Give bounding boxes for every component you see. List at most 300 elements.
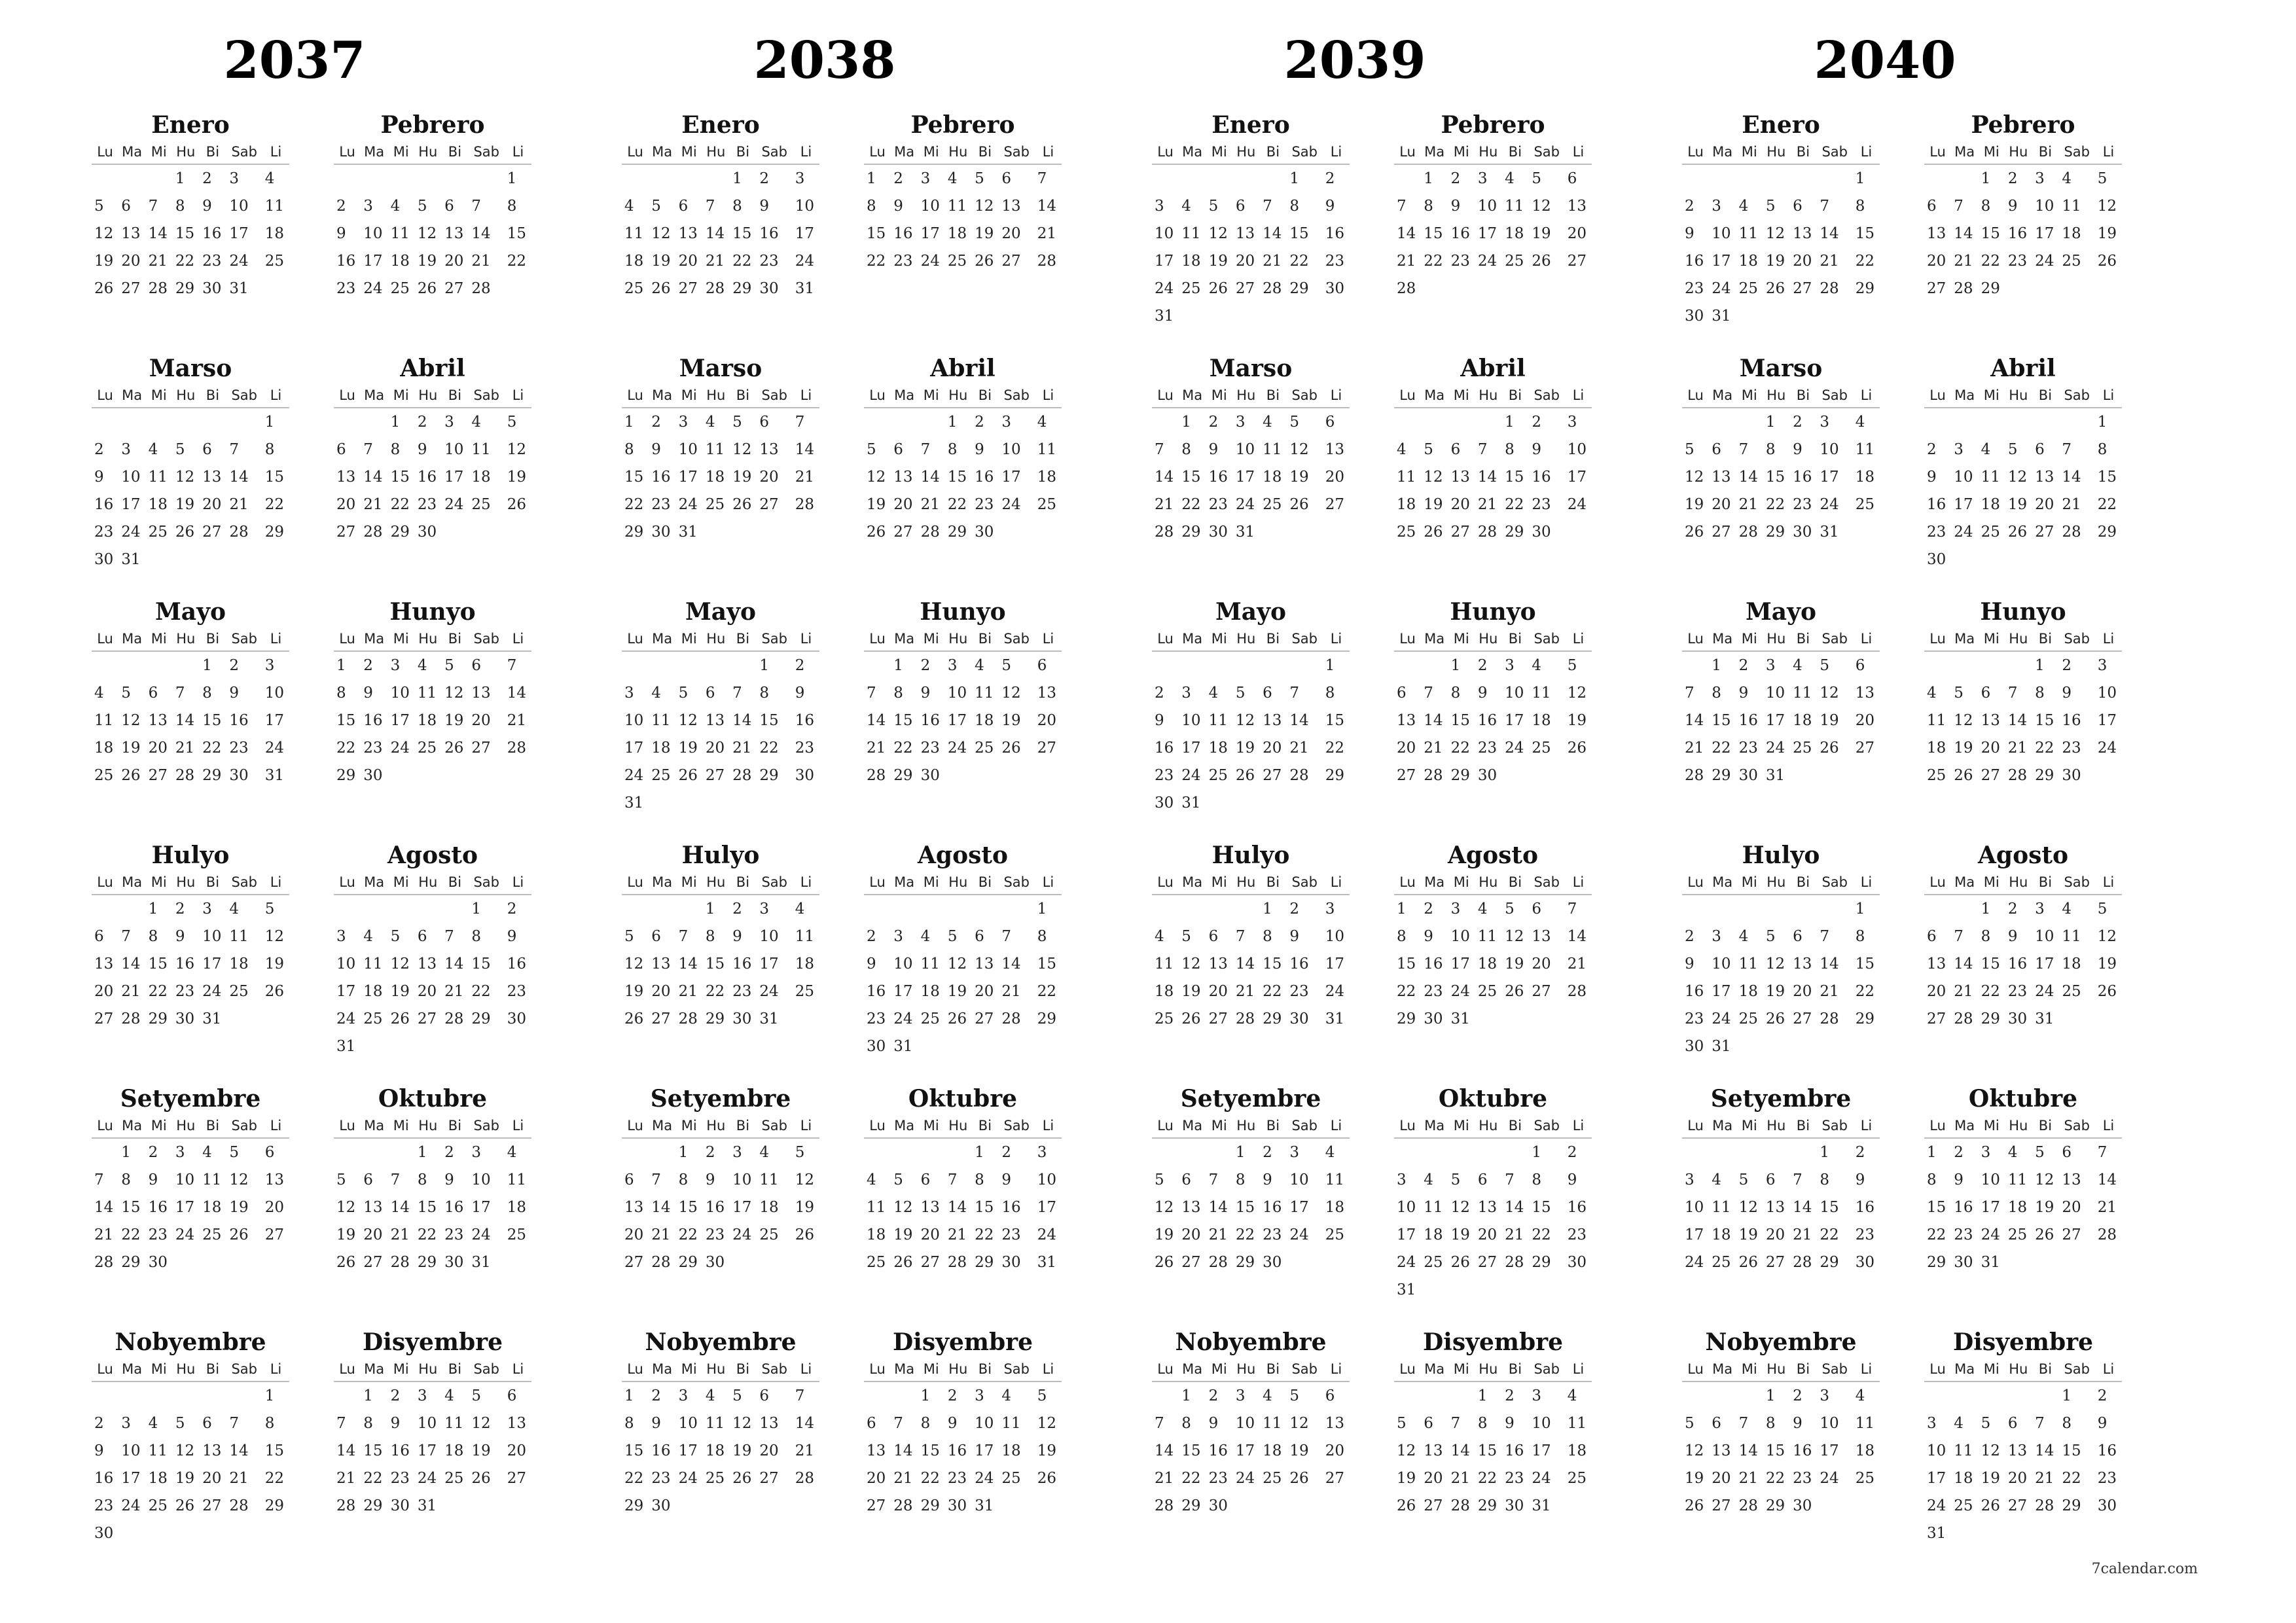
day-cell: 4 bbox=[417, 657, 427, 674]
day-cell: 15 bbox=[1855, 955, 1875, 972]
day-cell: 9 bbox=[732, 928, 742, 945]
weekday-label: Mi bbox=[1983, 144, 2000, 160]
day-cell: 9 bbox=[705, 1171, 715, 1188]
day-cell bbox=[864, 895, 891, 923]
day-cell bbox=[1736, 302, 1763, 330]
day-cell: 5 bbox=[94, 198, 104, 215]
week-row bbox=[1152, 491, 1350, 518]
week-row bbox=[1682, 165, 1880, 192]
day-cell: 26 bbox=[732, 496, 752, 513]
week-row bbox=[1152, 1166, 1350, 1194]
day-cell bbox=[999, 1033, 1034, 1060]
day-cell: 21 bbox=[732, 740, 752, 757]
day-cell: 21 bbox=[1289, 740, 1309, 757]
day-cell: 9 bbox=[229, 685, 240, 702]
day-cell: 5 bbox=[1289, 1387, 1300, 1404]
day-cell: 8 bbox=[678, 1171, 689, 1188]
day-cell bbox=[1924, 408, 1951, 436]
week-row bbox=[92, 408, 289, 436]
day-cell: 8 bbox=[624, 441, 634, 458]
day-cell: 1 bbox=[390, 414, 401, 431]
week-row bbox=[1394, 762, 1592, 789]
day-cell: 15 bbox=[1981, 955, 2000, 972]
day-cell: 28 bbox=[1954, 280, 1973, 297]
day-cell: 27 bbox=[1712, 524, 1731, 541]
day-cell: 5 bbox=[121, 685, 131, 702]
day-cell: 22 bbox=[1927, 1226, 1946, 1243]
day-cell: 14 bbox=[229, 1442, 249, 1459]
day-cell: 2 bbox=[759, 170, 770, 187]
weekday-label: Mi bbox=[681, 387, 697, 403]
week-row bbox=[92, 1410, 289, 1437]
day-cell: 10 bbox=[1567, 441, 1587, 458]
weekday-label: Ma bbox=[1182, 631, 1203, 647]
week-row bbox=[1682, 679, 1880, 707]
day-cell bbox=[1421, 1276, 1448, 1304]
day-cell: 30 bbox=[1325, 280, 1345, 297]
day-cell: 24 bbox=[444, 496, 464, 513]
day-cell: 3 bbox=[920, 170, 931, 187]
weekday-label: Ma bbox=[1182, 1361, 1203, 1377]
day-cell: 26 bbox=[947, 1010, 967, 1027]
week-row bbox=[1394, 165, 1592, 192]
weekday-label: Hu bbox=[706, 387, 726, 403]
day-cell: 12 bbox=[390, 955, 410, 972]
day-cell: 27 bbox=[363, 1254, 383, 1271]
week-row bbox=[1152, 1249, 1350, 1276]
day-cell: 31 bbox=[121, 551, 141, 568]
day-cell: 2 bbox=[1954, 1144, 1964, 1161]
day-cell: 17 bbox=[1235, 469, 1255, 486]
day-cell: 30 bbox=[2007, 1010, 2028, 1027]
day-cell: 8 bbox=[1765, 1415, 1776, 1432]
month-nobyembre bbox=[1152, 1327, 1350, 1569]
week-row bbox=[1682, 275, 1880, 302]
day-cell: 25 bbox=[1477, 983, 1498, 1000]
weekday-label: Mi bbox=[681, 144, 697, 160]
week-row bbox=[92, 518, 289, 546]
weekday-header bbox=[1394, 1114, 1592, 1139]
day-cell: 23 bbox=[390, 1470, 410, 1487]
day-cell: 14 bbox=[1567, 928, 1587, 945]
day-cell bbox=[1817, 1492, 1852, 1520]
day-cell: 10 bbox=[121, 1442, 141, 1459]
day-cell: 10 bbox=[121, 469, 141, 486]
day-cell: 7 bbox=[1289, 685, 1300, 702]
week-row bbox=[864, 408, 1062, 436]
weekday-label: Lu bbox=[1687, 631, 1704, 647]
day-cell: 17 bbox=[893, 983, 913, 1000]
day-cell: 12 bbox=[732, 441, 752, 458]
day-cell: 15 bbox=[920, 1442, 940, 1459]
day-cell bbox=[505, 1249, 531, 1276]
weekday-label: Li bbox=[800, 631, 812, 647]
month-name: Pebrero bbox=[1971, 111, 2075, 139]
week-row bbox=[1152, 1221, 1350, 1249]
day-cell: 3 bbox=[471, 1144, 482, 1161]
day-cell: 30 bbox=[1424, 1010, 1443, 1027]
month-name: Setyembre bbox=[1710, 1085, 1852, 1113]
day-cell: 23 bbox=[651, 496, 671, 513]
day-cell bbox=[918, 895, 945, 923]
month-name: Setyembre bbox=[120, 1085, 261, 1113]
month-agosto bbox=[864, 840, 1062, 1082]
day-cell: 5 bbox=[507, 414, 517, 431]
day-cell: 1 bbox=[1289, 170, 1300, 187]
day-cell: 1 bbox=[1765, 414, 1776, 431]
day-cell bbox=[1763, 165, 1790, 192]
day-cell: 15 bbox=[2097, 469, 2117, 486]
day-cell: 14 bbox=[444, 955, 464, 972]
week-row bbox=[864, 1249, 1062, 1276]
weekday-header bbox=[1394, 627, 1592, 652]
day-cell: 29 bbox=[1981, 1010, 2000, 1027]
day-cell: 25 bbox=[1001, 1470, 1021, 1487]
weekday-label: Sab bbox=[1534, 631, 1560, 647]
day-cell: 18 bbox=[444, 1442, 464, 1459]
day-cell: 18 bbox=[947, 225, 967, 242]
day-cell bbox=[1736, 895, 1763, 923]
month-name: Pebrero bbox=[910, 111, 1015, 139]
day-cell: 1 bbox=[1532, 1144, 1542, 1161]
weekday-label: Mi bbox=[1741, 1118, 1757, 1133]
day-cell: 3 bbox=[1532, 1387, 1542, 1404]
day-cell: 13 bbox=[920, 1199, 940, 1216]
weekday-label: Sab bbox=[1003, 631, 1030, 647]
day-cell: 2 bbox=[705, 1144, 715, 1161]
weekday-label: Bi bbox=[206, 1118, 220, 1133]
day-cell: 20 bbox=[1397, 740, 1416, 757]
day-cell bbox=[92, 652, 118, 679]
weekday-label: Hu bbox=[706, 874, 726, 890]
day-cell: 20 bbox=[867, 1470, 886, 1487]
day-cell: 25 bbox=[1037, 496, 1057, 513]
week-row bbox=[334, 165, 531, 192]
day-cell: 6 bbox=[1532, 901, 1542, 918]
weekday-label: Mi bbox=[1453, 1118, 1469, 1133]
day-cell: 30 bbox=[1927, 551, 1946, 568]
day-cell bbox=[1565, 1276, 1592, 1304]
weekday-label: Li bbox=[1330, 1118, 1342, 1133]
day-cell: 24 bbox=[202, 983, 222, 1000]
day-cell: 23 bbox=[1954, 1226, 1973, 1243]
day-cell: 28 bbox=[705, 280, 725, 297]
weekday-label: Lu bbox=[1929, 874, 1946, 890]
day-cell: 3 bbox=[1397, 1171, 1407, 1188]
day-cell: 14 bbox=[1424, 712, 1443, 729]
day-cell: 6 bbox=[975, 928, 984, 945]
week-row bbox=[1394, 1194, 1592, 1221]
day-cell: 12 bbox=[1289, 1415, 1309, 1432]
day-cell: 8 bbox=[1855, 198, 1865, 215]
day-cell bbox=[1152, 408, 1179, 436]
day-cell bbox=[676, 895, 703, 923]
day-cell bbox=[891, 895, 918, 923]
day-cell: 20 bbox=[975, 983, 994, 1000]
day-cell: 22 bbox=[417, 1226, 437, 1243]
weekday-label: Li bbox=[512, 144, 524, 160]
week-row bbox=[92, 895, 289, 923]
day-cell: 18 bbox=[1263, 469, 1282, 486]
day-cell: 30 bbox=[94, 1525, 114, 1542]
week-row bbox=[1152, 1492, 1350, 1520]
week-row bbox=[1152, 734, 1350, 762]
week-row bbox=[1682, 1005, 1880, 1033]
day-cell: 5 bbox=[795, 1144, 805, 1161]
day-cell bbox=[2095, 762, 2122, 789]
day-cell: 21 bbox=[229, 1470, 249, 1487]
day-cell: 9 bbox=[2097, 1415, 2108, 1432]
day-cell: 11 bbox=[507, 1171, 527, 1188]
day-cell bbox=[173, 1249, 200, 1276]
weekday-label: Mi bbox=[151, 387, 167, 403]
day-cell: 16 bbox=[1532, 469, 1551, 486]
day-cell: 6 bbox=[2007, 1415, 2018, 1432]
day-cell bbox=[2059, 1249, 2094, 1276]
day-cell: 5 bbox=[678, 685, 689, 702]
weekday-label: Bi bbox=[448, 874, 462, 890]
day-cell: 8 bbox=[417, 1171, 427, 1188]
day-cell: 27 bbox=[1927, 1010, 1946, 1027]
day-cell: 9 bbox=[507, 928, 517, 945]
day-cell bbox=[200, 1249, 226, 1276]
day-cell: 19 bbox=[2007, 496, 2028, 513]
week-row bbox=[622, 789, 819, 817]
day-cell: 4 bbox=[795, 901, 805, 918]
day-cell: 15 bbox=[1397, 955, 1416, 972]
day-cell: 16 bbox=[1477, 712, 1498, 729]
weekday-header bbox=[622, 383, 819, 408]
day-cell: 1 bbox=[1927, 1144, 1937, 1161]
day-cell: 17 bbox=[1981, 1199, 2000, 1216]
weekday-label: Ma bbox=[1954, 631, 1975, 647]
weekday-label: Ma bbox=[1712, 387, 1733, 403]
day-cell: 15 bbox=[121, 1199, 141, 1216]
weekday-label: Sab bbox=[1821, 387, 1848, 403]
weekday-label: Ma bbox=[1182, 144, 1203, 160]
day-cell bbox=[2095, 546, 2122, 573]
day-cell: 13 bbox=[1793, 225, 1812, 242]
day-cell bbox=[1979, 546, 2005, 573]
day-cell: 9 bbox=[94, 1442, 104, 1459]
day-cell: 8 bbox=[148, 928, 158, 945]
weekday-label: Lu bbox=[1929, 1361, 1946, 1377]
day-cell bbox=[2005, 408, 2032, 436]
day-cell bbox=[2095, 1005, 2122, 1033]
weekday-label: Bi bbox=[448, 631, 462, 647]
day-cell: 24 bbox=[417, 1470, 437, 1487]
day-cell: 14 bbox=[1954, 225, 1973, 242]
day-cell: 11 bbox=[471, 441, 491, 458]
day-cell: 16 bbox=[1793, 469, 1812, 486]
weekday-label: Lu bbox=[1157, 874, 1174, 890]
day-cell bbox=[1790, 895, 1817, 923]
day-cell bbox=[972, 762, 999, 789]
day-cell bbox=[1529, 275, 1564, 302]
day-cell: 11 bbox=[1263, 441, 1282, 458]
weekday-label: Li bbox=[270, 144, 282, 160]
day-cell: 29 bbox=[1263, 1010, 1282, 1027]
weekday-label: Mi bbox=[151, 1118, 167, 1133]
day-cell: 30 bbox=[1738, 767, 1758, 784]
weekday-label: Mi bbox=[681, 1361, 697, 1377]
week-row bbox=[1924, 275, 2122, 302]
day-cell: 3 bbox=[363, 198, 373, 215]
week-row bbox=[1152, 789, 1350, 817]
day-cell: 26 bbox=[1765, 1010, 1785, 1027]
day-cell: 16 bbox=[94, 1470, 114, 1487]
day-cell: 4 bbox=[1712, 1171, 1721, 1188]
day-cell: 17 bbox=[417, 1442, 437, 1459]
day-cell bbox=[864, 1139, 891, 1166]
weekday-label: Ma bbox=[1954, 1361, 1975, 1377]
day-cell bbox=[442, 518, 469, 546]
day-cell: 23 bbox=[1685, 1010, 1704, 1027]
day-cell: 28 bbox=[390, 1254, 410, 1271]
day-cell: 24 bbox=[2097, 740, 2117, 757]
day-cell: 20 bbox=[2035, 496, 2054, 513]
day-cell: 9 bbox=[1289, 928, 1300, 945]
week-row bbox=[334, 1221, 531, 1249]
day-cell bbox=[2095, 1520, 2122, 1547]
week-row bbox=[1682, 1221, 1880, 1249]
week-row bbox=[1394, 1249, 1592, 1276]
day-cell: 6 bbox=[417, 928, 427, 945]
weekday-label: Sab bbox=[1821, 1361, 1848, 1377]
day-cell: 21 bbox=[2007, 740, 2028, 757]
weekday-label: Hu bbox=[418, 144, 438, 160]
year-title: 2040 bbox=[1814, 31, 1956, 90]
weekday-label: Lu bbox=[339, 144, 355, 160]
day-cell: 24 bbox=[175, 1226, 195, 1243]
day-cell: 1 bbox=[1181, 1387, 1191, 1404]
day-cell: 25 bbox=[759, 1226, 779, 1243]
day-cell bbox=[1736, 165, 1763, 192]
day-cell: 29 bbox=[1981, 280, 2000, 297]
day-cell: 27 bbox=[94, 1010, 114, 1027]
month-oktubre bbox=[1394, 1084, 1592, 1326]
day-cell: 24 bbox=[1567, 496, 1587, 513]
day-cell bbox=[1682, 165, 1709, 192]
weekday-header bbox=[334, 1114, 531, 1139]
day-cell: 10 bbox=[444, 441, 464, 458]
weekday-label: Ma bbox=[652, 387, 673, 403]
day-cell: 8 bbox=[2097, 441, 2108, 458]
day-cell: 18 bbox=[1712, 1226, 1731, 1243]
day-cell: 28 bbox=[867, 767, 886, 784]
day-cell bbox=[388, 165, 415, 192]
day-cell: 18 bbox=[975, 712, 994, 729]
day-cell bbox=[1287, 1492, 1322, 1520]
week-row bbox=[864, 491, 1062, 518]
month-disyembre bbox=[1924, 1327, 2122, 1569]
day-cell: 4 bbox=[390, 198, 401, 215]
day-cell: 10 bbox=[2035, 198, 2054, 215]
day-cell bbox=[505, 518, 531, 546]
weekday-label: Bi bbox=[448, 144, 462, 160]
day-cell: 16 bbox=[363, 712, 383, 729]
day-cell bbox=[92, 1382, 118, 1410]
week-row bbox=[92, 220, 289, 247]
day-cell: 18 bbox=[1855, 469, 1875, 486]
day-cell bbox=[1179, 1139, 1206, 1166]
day-cell: 6 bbox=[1424, 1415, 1433, 1432]
month-marso bbox=[1152, 353, 1350, 596]
day-cell: 21 bbox=[148, 253, 168, 270]
day-cell bbox=[469, 518, 504, 546]
day-cell: 22 bbox=[336, 740, 356, 757]
day-cell: 12 bbox=[1532, 198, 1551, 215]
weekday-label: Hu bbox=[1767, 1118, 1786, 1133]
day-cell: 26 bbox=[1738, 1254, 1758, 1271]
day-cell: 20 bbox=[705, 740, 725, 757]
day-cell: 18 bbox=[1424, 1226, 1443, 1243]
weekday-label: Li bbox=[2102, 1118, 2115, 1133]
week-row bbox=[622, 734, 819, 762]
day-cell: 28 bbox=[471, 280, 491, 297]
day-cell: 11 bbox=[264, 198, 285, 215]
day-cell bbox=[1260, 789, 1287, 817]
day-cell: 20 bbox=[202, 496, 222, 513]
day-cell: 11 bbox=[1855, 1415, 1875, 1432]
week-row bbox=[334, 1465, 531, 1492]
day-cell: 1 bbox=[175, 170, 185, 187]
day-cell: 4 bbox=[705, 414, 715, 431]
day-cell: 16 bbox=[947, 1442, 967, 1459]
day-cell: 23 bbox=[1685, 280, 1704, 297]
day-cell: 13 bbox=[1712, 1442, 1731, 1459]
day-cell: 2 bbox=[2007, 901, 2018, 918]
day-cell: 13 bbox=[678, 225, 698, 242]
day-cell: 9 bbox=[1001, 1171, 1012, 1188]
day-cell: 22 bbox=[893, 740, 913, 757]
day-cell: 1 bbox=[1981, 901, 1991, 918]
day-cell: 2 bbox=[651, 414, 661, 431]
day-cell: 1 bbox=[1855, 170, 1865, 187]
weekday-label: Lu bbox=[339, 1118, 355, 1133]
day-cell bbox=[1682, 408, 1709, 436]
day-cell bbox=[1233, 652, 1260, 679]
day-cell: 14 bbox=[2062, 469, 2081, 486]
day-cell: 10 bbox=[947, 685, 967, 702]
weekday-label: Li bbox=[1330, 144, 1342, 160]
day-cell: 11 bbox=[363, 955, 383, 972]
weekday-label: Lu bbox=[97, 874, 113, 890]
day-cell: 31 bbox=[624, 794, 644, 812]
day-cell: 25 bbox=[1532, 740, 1551, 757]
day-cell bbox=[1323, 1492, 1350, 1520]
day-cell: 10 bbox=[893, 955, 913, 972]
weekday-label: Bi bbox=[978, 1118, 992, 1133]
day-cell: 8 bbox=[390, 441, 401, 458]
day-cell: 8 bbox=[507, 198, 517, 215]
week-row bbox=[1924, 652, 2122, 679]
day-cell bbox=[334, 165, 361, 192]
weekday-label: Hu bbox=[418, 874, 438, 890]
day-cell bbox=[1502, 762, 1529, 789]
day-cell: 2 bbox=[1927, 441, 1937, 458]
day-cell: 7 bbox=[229, 441, 240, 458]
day-cell bbox=[945, 895, 972, 923]
day-cell: 6 bbox=[1927, 928, 1937, 945]
day-cell bbox=[2059, 546, 2094, 573]
day-cell bbox=[2032, 275, 2059, 302]
day-cell: 18 bbox=[1397, 496, 1416, 513]
day-cell: 15 bbox=[705, 955, 725, 972]
day-cell bbox=[118, 895, 145, 923]
weekday-label: Bi bbox=[978, 874, 992, 890]
day-cell: 23 bbox=[1155, 767, 1174, 784]
